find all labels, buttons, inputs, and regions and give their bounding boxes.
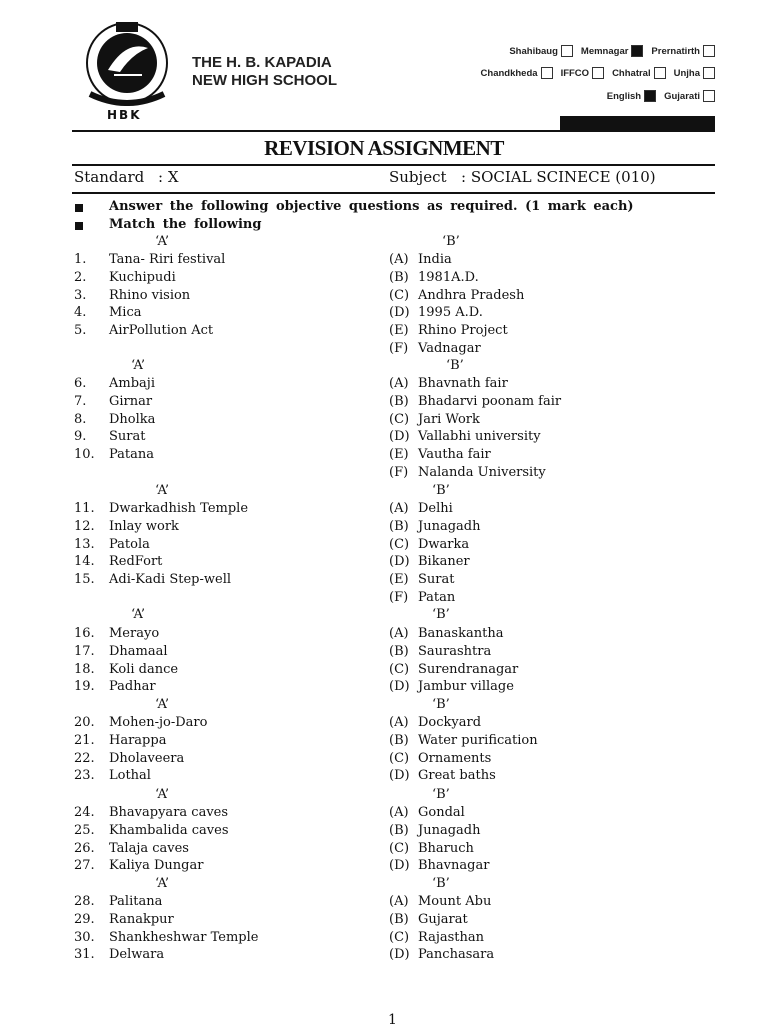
- option-text: Surat: [418, 572, 455, 588]
- option-prernatirth[interactable]: [651, 45, 715, 57]
- option-label: Unjha: [673, 67, 700, 79]
- bullet-icon: [75, 204, 83, 212]
- question-text: Koli dance: [109, 661, 179, 677]
- question-number: 9.: [74, 429, 87, 445]
- question-text: Mica: [109, 305, 142, 321]
- option-text: Nalanda University: [418, 465, 546, 480]
- question-number: 26.: [74, 840, 95, 856]
- subject-value: : SOCIAL SCINECE (010): [461, 168, 656, 186]
- question-number: 10.: [74, 447, 95, 463]
- bullet-icon: [75, 222, 83, 230]
- question-text: Patola: [109, 536, 150, 552]
- option-text: Bhavnath fair: [418, 376, 508, 391]
- column-a-header: ‘A’: [155, 876, 170, 891]
- option-shahibaug[interactable]: [509, 45, 573, 57]
- column-a-header: ‘A’: [131, 358, 146, 373]
- question-number: 3.: [74, 287, 87, 303]
- question-number: 13.: [74, 536, 95, 552]
- question-number: 29.: [74, 911, 95, 927]
- question-number: 1.: [74, 252, 87, 267]
- question-number: 15.: [74, 572, 95, 588]
- option-label: Chandkheda: [480, 67, 538, 79]
- question-text: Ranakpur: [109, 911, 174, 927]
- option-letter: (A): [389, 715, 409, 730]
- option-text: 1981A.D.: [418, 269, 479, 285]
- question-number: 31.: [74, 947, 95, 963]
- option-text: Patan: [418, 590, 456, 605]
- school-name-line1: THE H. B. KAPADIA: [192, 54, 332, 71]
- option-letter: (F): [389, 465, 409, 480]
- option-letter: (E): [389, 572, 409, 588]
- checkbox[interactable]: [654, 67, 666, 79]
- question-number: 22.: [74, 750, 95, 766]
- option-gujarati[interactable]: [664, 90, 715, 102]
- question-text: Dhamaal: [109, 643, 168, 659]
- checkbox[interactable]: [703, 90, 715, 102]
- option-text: Great baths: [418, 768, 496, 784]
- option-text: Ornaments: [418, 750, 492, 766]
- column-b-header: ‘B’: [432, 787, 450, 802]
- option-letter: (C): [389, 750, 410, 766]
- column-b-header: ‘B’: [442, 234, 460, 249]
- option-memnagar[interactable]: [581, 45, 644, 57]
- column-b-header: ‘B’: [446, 358, 464, 373]
- question-text: Kuchipudi: [109, 269, 176, 285]
- column-a-header: ‘A’: [155, 787, 170, 802]
- column-b-header: ‘B’: [432, 697, 450, 712]
- option-label: Prernatirth: [651, 45, 700, 57]
- question-number: 2.: [74, 269, 87, 285]
- title-divider: [72, 164, 715, 166]
- option-label: Gujarati: [664, 90, 700, 102]
- option-letter: (A): [389, 626, 409, 641]
- option-text: Dwarka: [418, 536, 470, 552]
- question-number: 21.: [74, 732, 95, 748]
- option-text: India: [418, 252, 452, 267]
- option-letter: (A): [389, 376, 409, 391]
- question-text: Ambaji: [109, 376, 155, 391]
- option-letter: (C): [389, 287, 410, 303]
- question-number: 28.: [74, 894, 95, 909]
- option-text: Vadnagar: [418, 341, 481, 356]
- option-letter: (C): [389, 840, 410, 856]
- option-text: 1995 A.D.: [418, 305, 483, 321]
- question-number: 27.: [74, 858, 95, 874]
- option-text: Junagadh: [418, 822, 481, 838]
- option-text: Surendranagar: [418, 661, 519, 677]
- question-number: 20.: [74, 715, 95, 730]
- option-text: Dockyard: [418, 715, 482, 730]
- option-text: Rajasthan: [418, 929, 485, 945]
- option-text: Jambur village: [418, 679, 514, 695]
- option-label: English: [606, 90, 642, 102]
- option-text: Jari Work: [418, 411, 480, 427]
- option-letter: (D): [389, 858, 410, 874]
- option-letter: (A): [389, 894, 409, 909]
- question-number: 14.: [74, 554, 95, 570]
- option-chhatral[interactable]: [612, 67, 666, 79]
- option-letter: (D): [389, 429, 410, 445]
- question-number: 30.: [74, 929, 95, 945]
- option-letter: (B): [389, 732, 409, 748]
- option-letter: (E): [389, 323, 409, 339]
- column-a-header: ‘A’: [155, 697, 170, 712]
- option-letter: (D): [389, 554, 410, 570]
- question-text: Adi-Kadi Step-well: [109, 572, 232, 588]
- option-letter: (D): [389, 679, 410, 695]
- option-label: IFFCO: [560, 67, 590, 79]
- checkbox[interactable]: [703, 67, 715, 79]
- option-letter: (D): [389, 947, 410, 963]
- option-letter: (A): [389, 252, 409, 267]
- question-number: 16.: [74, 626, 95, 641]
- question-text: Dwarkadhish Temple: [109, 501, 249, 516]
- subject-label: Subject: [389, 168, 447, 186]
- option-letter: (F): [389, 590, 409, 605]
- question-text: Khambalida caves: [109, 822, 229, 838]
- question-number: 18.: [74, 661, 95, 677]
- question-text: Mohen-jo-Daro: [109, 715, 208, 730]
- question-text: Surat: [109, 429, 146, 445]
- option-letter: (C): [389, 411, 410, 427]
- question-text: Talaja caves: [109, 840, 189, 856]
- option-label: Memnagar: [580, 45, 629, 57]
- checkbox[interactable]: [592, 67, 604, 79]
- campus-row-2: [473, 67, 715, 79]
- option-text: Saurashtra: [418, 643, 492, 659]
- question-text: Rhino vision: [109, 287, 191, 303]
- standard-label: Standard: [74, 168, 145, 186]
- checkbox[interactable]: [644, 90, 656, 102]
- question-number: 5.: [74, 323, 87, 339]
- option-text: Gujarat: [418, 911, 468, 927]
- question-text: Tana- Riri festival: [109, 252, 226, 267]
- question-text: Dholka: [109, 411, 156, 427]
- school-logo: [76, 20, 178, 106]
- checkbox[interactable]: [541, 67, 553, 79]
- option-text: Bhadarvi poonam fair: [418, 393, 562, 409]
- question-text: Delwara: [109, 947, 165, 963]
- instruction-1: Answer the following objective questions as required. (1 mark each): [109, 199, 634, 214]
- option-iffco[interactable]: [561, 67, 605, 79]
- column-a-header: ‘A’: [155, 483, 170, 498]
- option-letter: (A): [389, 805, 409, 820]
- option-text: Mount Abu: [418, 894, 492, 909]
- option-letter: (C): [389, 536, 410, 552]
- column-b-header: ‘B’: [432, 607, 450, 622]
- option-text: Bharuch: [418, 840, 474, 856]
- question-text: AirPollution Act: [109, 323, 214, 339]
- page-number: 1: [388, 1012, 397, 1028]
- question-number: 7.: [74, 393, 87, 409]
- option-text: Delhi: [418, 501, 453, 516]
- option-label: Chhatral: [612, 67, 651, 79]
- header-divider: [72, 130, 715, 132]
- question-text: Patana: [109, 447, 155, 463]
- column-a-header: ‘A’: [155, 234, 170, 249]
- option-letter: (B): [389, 518, 409, 534]
- question-text: Palitana: [109, 894, 163, 909]
- option-letter: (F): [389, 341, 409, 356]
- question-text: Lothal: [109, 768, 151, 784]
- checkbox[interactable]: [631, 45, 643, 57]
- question-number: 17.: [74, 643, 95, 659]
- option-letter: (C): [389, 661, 410, 677]
- question-number: 4.: [74, 305, 87, 321]
- question-number: 6.: [74, 376, 87, 391]
- option-english[interactable]: [607, 90, 656, 102]
- question-text: Kaliya Dungar: [109, 858, 204, 874]
- option-letter: (D): [389, 305, 410, 321]
- question-text: Padhar: [109, 679, 156, 695]
- column-a-header: ‘A’: [131, 607, 146, 622]
- option-text: Gondal: [418, 805, 465, 820]
- option-text: Panchasara: [418, 947, 495, 963]
- question-number: 19.: [74, 679, 95, 695]
- question-number: 25.: [74, 822, 95, 838]
- option-letter: (B): [389, 393, 409, 409]
- option-letter: (B): [389, 643, 409, 659]
- option-letter: (C): [389, 929, 410, 945]
- question-number: 11.: [74, 501, 95, 516]
- option-unjha[interactable]: [674, 67, 715, 79]
- logo-initials: HBK: [107, 108, 142, 122]
- school-name-line2: NEW HIGH SCHOOL: [192, 72, 337, 89]
- checkbox[interactable]: [561, 45, 573, 57]
- option-text: Water purification: [418, 732, 538, 748]
- question-text: RedFort: [109, 554, 163, 570]
- option-letter: (B): [389, 911, 409, 927]
- option-text: Vallabhi university: [418, 429, 541, 445]
- option-letter: (D): [389, 768, 410, 784]
- option-text: Bhavnagar: [418, 858, 490, 874]
- campus-row-1: [501, 45, 715, 57]
- question-number: 24.: [74, 805, 95, 820]
- option-text: Bikaner: [418, 554, 470, 570]
- option-text: Junagadh: [418, 518, 481, 534]
- question-number: 23.: [74, 768, 95, 784]
- meta-divider: [72, 192, 715, 194]
- option-text: Banaskantha: [418, 626, 504, 641]
- checkbox[interactable]: [703, 45, 715, 57]
- option-letter: (E): [389, 447, 409, 463]
- question-text: Dholaveera: [109, 750, 185, 766]
- page-title: REVISION ASSIGNMENT: [264, 136, 504, 160]
- option-chandkheda[interactable]: [481, 67, 553, 79]
- option-letter: (B): [389, 822, 409, 838]
- question-text: Bhavapyara caves: [109, 805, 229, 820]
- question-number: 12.: [74, 518, 95, 534]
- question-text: Merayo: [109, 626, 160, 641]
- standard-value: : X: [158, 168, 179, 186]
- question-text: Harappa: [109, 732, 167, 748]
- column-b-header: ‘B’: [432, 876, 450, 891]
- option-text: Rhino Project: [418, 323, 508, 339]
- question-text: Inlay work: [109, 518, 179, 534]
- medium-row: [599, 90, 715, 102]
- column-b-header: ‘B’: [432, 483, 450, 498]
- question-text: Girnar: [109, 393, 153, 409]
- option-text: Vautha fair: [418, 447, 491, 463]
- option-letter: (B): [389, 269, 409, 285]
- question-number: 8.: [74, 411, 87, 427]
- school-name: [192, 54, 337, 90]
- question-text: Shankheshwar Temple: [109, 929, 259, 945]
- option-letter: (A): [389, 501, 409, 516]
- option-text: Andhra Pradesh: [418, 287, 525, 303]
- instruction-2: Match the following: [109, 217, 262, 232]
- option-label: Shahibaug: [509, 45, 558, 57]
